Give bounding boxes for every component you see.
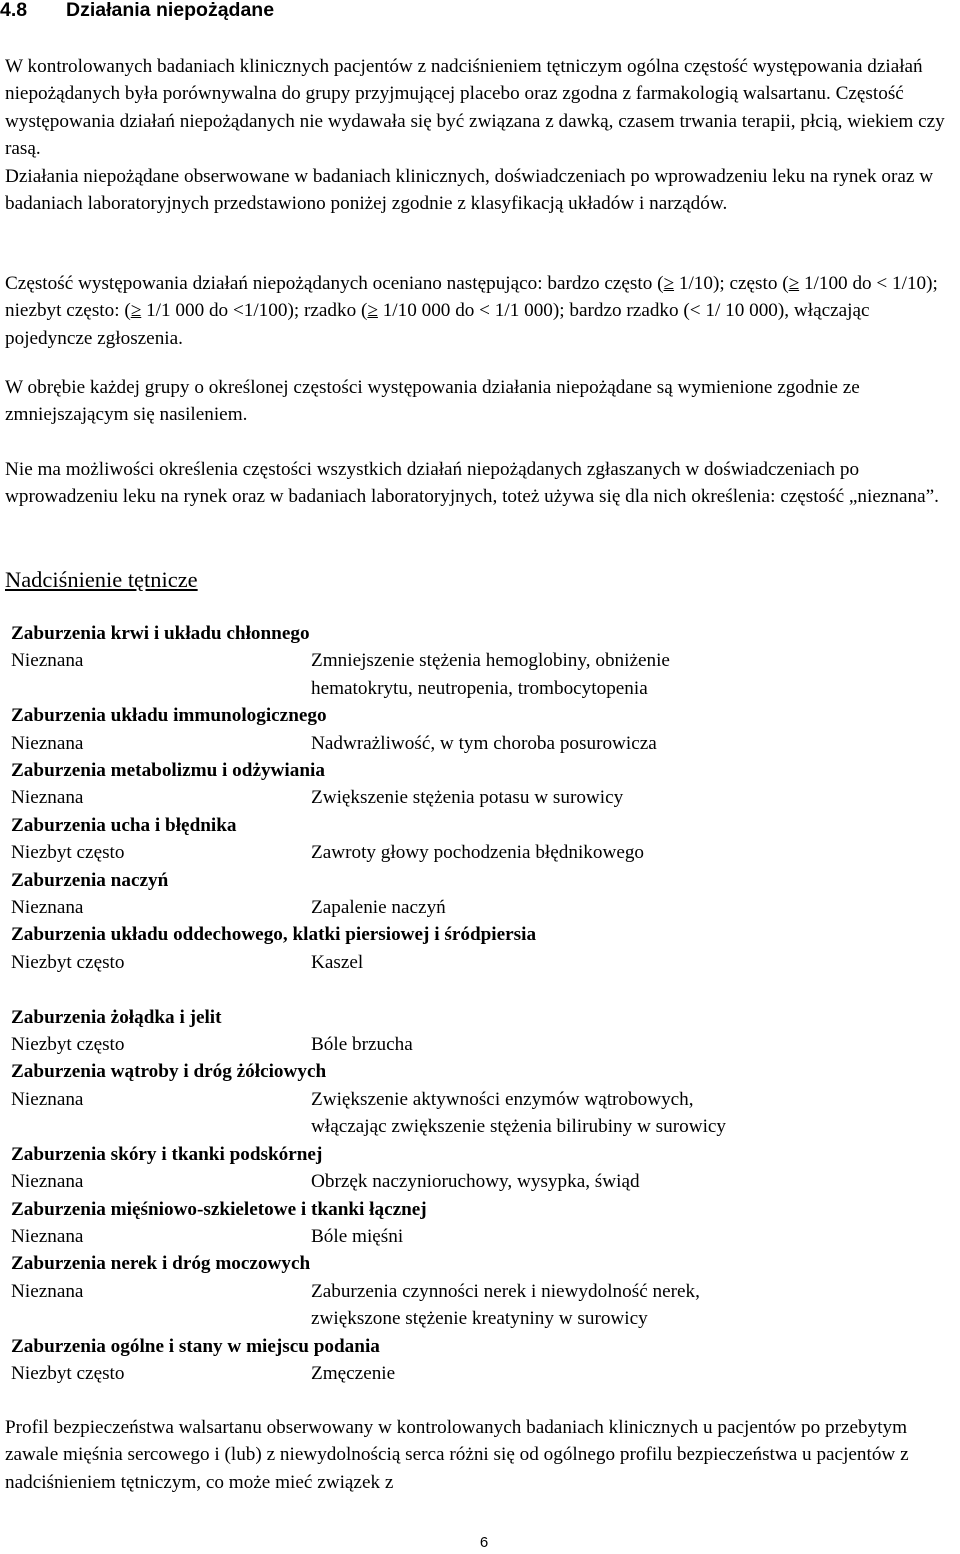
frequency-label: Nieznana	[11, 1171, 84, 1193]
soc-group	[11, 1004, 956, 1059]
soc-title: Zaburzenia krwi i układu chłonnego	[11, 623, 310, 644]
reaction-row	[11, 1113, 956, 1140]
reaction-row	[11, 1031, 956, 1058]
frequency-label: Niezbyt często	[11, 1034, 125, 1056]
frequency-label: Nieznana	[11, 1088, 84, 1110]
frequency-label	[11, 1305, 311, 1332]
frequency-text-5: 1/10 000 do < 1/1 000); bardzo rzadko (< 1/ 10 000), włączając pojedyncze zgłoszenia.	[5, 300, 870, 349]
soc-title: Zaburzenia żołądka i jelit	[11, 1006, 222, 1028]
soc-group	[11, 702, 956, 757]
soc-group	[11, 1333, 956, 1388]
soc-title: Zaburzenia mięśniowo-szkieletowe i tkanki łącznej	[11, 1198, 427, 1220]
adverse-effect: Zapalenie naczyń	[311, 897, 446, 919]
adverse-effect: włączając zwiększenie stężenia bilirubiny w surowicy	[311, 1116, 727, 1138]
soc-group	[11, 1058, 956, 1140]
reaction-row	[11, 1168, 956, 1195]
soc-title: Zaburzenia wątroby i dróg żółciowych	[11, 1061, 327, 1083]
soc-title: Zaburzenia skóry i tkanki podskórnej	[11, 1143, 323, 1165]
adverse-effect: Zaburzenia czynności nerek i niewydolność nerek,	[311, 1280, 700, 1302]
soc-title: Zaburzenia układu immunologicznego	[11, 705, 327, 727]
soc-title: Zaburzenia nerek i dróg moczowych	[11, 1253, 311, 1275]
soc-title: Zaburzenia naczyń	[11, 869, 169, 891]
soc-group	[11, 620, 956, 702]
adverse-effect: Obrzęk naczynioruchowy, wysypka, świąd	[311, 1171, 640, 1193]
frequency-label: Nieznana	[11, 897, 84, 919]
ordering-paragraph: W obrębie każdej grupy o określonej częstości występowania działania niepożądane są wymienione zgodnie ze zmniejszającym się nasileniem.	[5, 377, 860, 426]
closing-paragraph: Profil bezpieczeństwa walsartanu obserwowany w kontrolowanych badaniach klinicznych u pacjentów po przebytym zawale mięśnia sercowego i (lub) z niewydolnością serca różni się od ogólnego profilu bezpieczeństwa u pacjentów z nadciśnieniem tętniczym, co może mieć związek z	[5, 1417, 909, 1493]
frequency-label: Niezbyt często	[11, 842, 125, 864]
soc-group	[11, 757, 956, 812]
reaction-row	[11, 894, 956, 921]
reaction-row	[11, 949, 956, 976]
reaction-row	[11, 784, 956, 811]
frequency-label: Niezbyt często	[11, 1362, 125, 1384]
adverse-effect: Zmniejszenie stężenia hemoglobiny, obniżenie	[311, 650, 670, 672]
page-number: 6	[479, 1534, 489, 1551]
adverse-effect: Bóle brzucha	[311, 1034, 413, 1056]
unknown-frequency-paragraph: Nie ma możliwości określenia częstości wszystkich działań niepożądanych zgłaszanych w doświadczeniach po wprowadzeniu leku na rynek oraz w badaniach laboratoryjnych, toteż używa się dla nich określenia: częstość „nieznana”.	[5, 459, 939, 508]
soc-group	[11, 1141, 956, 1196]
reaction-row	[11, 839, 956, 866]
section-heading	[0, 0, 960, 24]
adverse-effect: Zwiększenie stężenia potasu w surowicy	[311, 787, 624, 809]
reaction-row	[11, 1360, 956, 1387]
frequency-label	[11, 1113, 311, 1140]
frequency-text-3: 1/100 do < 1/10); niezbyt często: (	[5, 273, 938, 322]
frequency-label: Nieznana	[11, 1225, 84, 1247]
soc-group	[11, 812, 956, 867]
frequency-label: Nieznana	[11, 787, 84, 809]
reaction-row	[11, 730, 956, 757]
soc-group	[11, 1250, 956, 1332]
frequency-paragraph	[5, 270, 957, 352]
frequency-label: Nieznana	[11, 650, 84, 672]
intro-text-a: W kontrolowanych badaniach klinicznych pacjentów z nadciśnieniem tętniczym ogólna częstość występowania działań niepożądanych była porównywalna do grupy przyjmującej placebo oraz zgodna z farmakologią walsartanu. Częstość występowania działań niepożądanych nie wydawała się być związana z dawką, czasem trwania terapii, płcią, wiekiem czy rasą.	[5, 56, 945, 160]
frequency-text-1: Częstość występowania działań niepożądanych oceniano następująco: bardzo często (	[5, 273, 664, 294]
reaction-row	[11, 1086, 956, 1113]
intro-text-b: Działania niepożądane obserwowane w badaniach klinicznych, doświadczeniach po wprowadzeniu leku na rynek oraz w badaniach laboratoryjnych przedstawiono poniżej zgodnie z klasyfikacją układów i narządów.	[5, 165, 934, 215]
adverse-effect: Bóle mięśni	[311, 1225, 404, 1247]
reaction-row	[11, 1223, 956, 1250]
geq-symbol: ≥	[130, 300, 142, 322]
soc-title: Zaburzenia ucha i błędnika	[11, 814, 237, 836]
frequency-label	[11, 675, 311, 702]
geq-symbol: ≥	[663, 273, 675, 294]
hypertension-heading: Nadciśnienie tętnicze	[5, 567, 198, 592]
section-title: Działania niepożądane	[66, 0, 275, 21]
soc-title: Zaburzenia metabolizmu i odżywiania	[11, 760, 325, 782]
reaction-row	[11, 1305, 956, 1332]
frequency-text-2: 1/10); często (	[674, 273, 789, 294]
soc-group	[11, 1196, 956, 1251]
reaction-row	[11, 1278, 956, 1305]
reaction-row	[11, 675, 956, 702]
frequency-text-4: 1/1 000 do <1/100); rzadko (	[141, 300, 368, 322]
frequency-label: Nieznana	[11, 732, 84, 754]
frequency-label: Niezbyt często	[11, 951, 125, 973]
section-number: 4.8	[0, 0, 28, 21]
adverse-reactions-list	[11, 620, 956, 1387]
adverse-effect: Kaszel	[311, 951, 364, 973]
intro-paragraph	[5, 53, 957, 217]
adverse-effect: Zwiększenie aktywności enzymów wątrobowych,	[311, 1088, 694, 1110]
soc-title: Zaburzenia ogólne i stany w miejscu podania	[11, 1335, 380, 1357]
reaction-row	[11, 647, 956, 674]
geq-symbol: ≥	[367, 300, 378, 322]
soc-group	[11, 867, 956, 922]
adverse-effect: hematokrytu, neutropenia, trombocytopenia	[311, 677, 648, 699]
geq-symbol: ≥	[788, 273, 800, 294]
adverse-effect: Zawroty głowy pochodzenia błędnikowego	[311, 842, 645, 864]
adverse-effect: Zmęczenie	[311, 1362, 396, 1384]
adverse-effect: Nadwrażliwość, w tym choroba posurowicza	[311, 732, 657, 754]
adverse-effect: zwiększone stężenie kreatyniny w surowicy	[311, 1308, 648, 1330]
frequency-label: Nieznana	[11, 1280, 84, 1302]
soc-title: Zaburzenia układu oddechowego, klatki piersiowej i śródpiersia	[11, 924, 537, 946]
soc-group	[11, 921, 956, 976]
